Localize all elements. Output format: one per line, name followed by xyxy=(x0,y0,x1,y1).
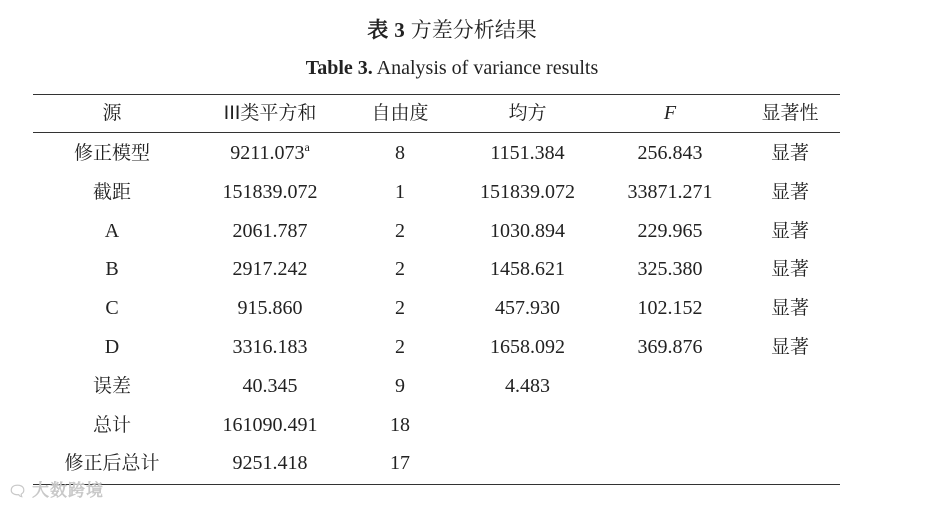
cell-sum-of-squares xyxy=(195,289,345,327)
cell-significance-text: 显著 xyxy=(770,180,809,203)
table-caption-chinese xyxy=(0,14,904,44)
cell-df-text: 2 xyxy=(395,219,405,242)
cell-significance-text: 显著 xyxy=(770,258,809,281)
cell-sum-of-squares-text: 3316.183 xyxy=(232,336,308,358)
cell-sum-of-squares xyxy=(195,212,345,250)
cell-source-text: D xyxy=(104,336,120,358)
table-row xyxy=(0,367,944,405)
cell-mean-square xyxy=(455,173,600,211)
cell-significance-text: 显著 xyxy=(770,297,809,320)
cell-mean-square xyxy=(455,212,600,250)
cell-df xyxy=(355,406,445,444)
cell-significance xyxy=(740,328,840,366)
chat-bubble-icon: 🗨 xyxy=(8,482,29,500)
cell-mean-square xyxy=(455,444,600,482)
cell-significance-text: 显著 xyxy=(770,336,809,358)
cell-sum-of-squares xyxy=(195,250,345,288)
cell-f-value-text: 369.876 xyxy=(637,336,703,358)
cell-source-text: 误差 xyxy=(92,374,131,397)
cell-significance xyxy=(740,134,840,172)
table-header-row xyxy=(0,94,944,132)
cell-sum-of-squares xyxy=(195,134,345,172)
cell-sum-of-squares-text: 9251.418 xyxy=(232,452,308,475)
cell-significance xyxy=(740,250,840,288)
cell-significance xyxy=(740,406,840,444)
cell-df xyxy=(355,328,445,366)
table-row xyxy=(0,328,944,366)
cell-sum-of-squares-text: 161090.491 xyxy=(222,413,318,436)
cell-f-value xyxy=(600,328,740,366)
caption-en-label: Table xyxy=(305,57,353,79)
cell-mean-square xyxy=(455,289,600,327)
cell-mean-square xyxy=(455,406,600,444)
cell-mean-square-text: 4.483 xyxy=(505,374,550,397)
table-row xyxy=(0,406,944,444)
table-caption-english xyxy=(0,57,904,80)
cell-f-value-text: 325.380 xyxy=(637,258,703,281)
cell-df-text: 9 xyxy=(395,374,405,397)
cell-mean-square-text: 1458.621 xyxy=(490,258,565,281)
cell-sum-of-squares xyxy=(195,173,345,211)
cell-sum-of-squares xyxy=(195,328,345,366)
caption-en-number: 3. xyxy=(357,57,373,79)
cell-df xyxy=(355,134,445,172)
cell-mean-square xyxy=(455,134,600,172)
header-degrees-of-freedom: 自由度 xyxy=(371,102,429,124)
table-row xyxy=(0,444,944,482)
cell-mean-square-text: 1151.384 xyxy=(490,142,565,164)
cell-significance-text: 显著 xyxy=(770,219,809,242)
cell-df-text: 17 xyxy=(390,452,410,475)
cell-df-text: 2 xyxy=(395,336,405,358)
table-row xyxy=(0,173,944,211)
cell-sum-of-squares-text: 915.860 xyxy=(237,297,303,320)
cell-f-value xyxy=(600,367,740,405)
cell-df-text: 2 xyxy=(395,258,405,281)
cell-sum-of-squares xyxy=(195,444,345,482)
header-significance: 显著性 xyxy=(761,102,819,124)
cell-source xyxy=(52,328,172,366)
cell-mean-square xyxy=(455,367,600,405)
cell-df xyxy=(355,367,445,405)
cell-mean-square xyxy=(455,250,600,288)
cell-source xyxy=(52,173,172,211)
caption-cn-title: 方差分析结果 xyxy=(410,18,537,42)
cell-sum-of-squares-text: 40.345 xyxy=(242,374,298,397)
cell-f-value xyxy=(600,444,740,482)
cell-mean-square xyxy=(455,328,600,366)
cell-df-text: 8 xyxy=(395,142,405,164)
cell-df xyxy=(355,250,445,288)
cell-mean-square-text: 151839.072 xyxy=(480,180,575,203)
header-f-value: F xyxy=(663,102,677,124)
cell-df xyxy=(355,173,445,211)
cell-significance xyxy=(740,367,840,405)
table-row xyxy=(0,212,944,250)
cell-source xyxy=(52,134,172,172)
cell-source-text: 截距 xyxy=(92,180,131,203)
cell-significance xyxy=(740,289,840,327)
footnote-marker: a xyxy=(304,140,310,154)
cell-sum-of-squares-text: 9211.073 xyxy=(230,142,305,164)
cell-df xyxy=(355,444,445,482)
table-row xyxy=(0,134,944,172)
cell-sum-of-squares xyxy=(195,406,345,444)
cell-df-text: 1 xyxy=(395,180,405,203)
cell-f-value xyxy=(600,406,740,444)
cell-significance xyxy=(740,212,840,250)
cell-df-text: 18 xyxy=(390,413,410,436)
cell-f-value xyxy=(600,289,740,327)
caption-number: 3 xyxy=(394,18,405,42)
cell-f-value-text: 102.152 xyxy=(637,297,703,320)
cell-source-text: 总计 xyxy=(92,413,131,436)
cell-f-value-text: 229.965 xyxy=(637,219,703,242)
cell-source-text: A xyxy=(104,219,120,242)
cell-f-value xyxy=(600,212,740,250)
table-bottom-rule xyxy=(33,484,840,485)
cell-source-text: 修正后总计 xyxy=(64,452,160,475)
cell-source-text: 修正模型 xyxy=(73,142,150,164)
cell-source-text: C xyxy=(105,297,119,320)
cell-significance xyxy=(740,173,840,211)
cell-source xyxy=(52,289,172,327)
cell-mean-square-text: 457.930 xyxy=(495,297,560,320)
cell-sum-of-squares xyxy=(195,367,345,405)
table-row xyxy=(0,289,944,327)
cell-sum-of-squares-text: 2061.787 xyxy=(232,219,308,242)
cell-source xyxy=(52,212,172,250)
cell-f-value xyxy=(600,173,740,211)
cell-f-value xyxy=(600,134,740,172)
cell-significance xyxy=(740,444,840,482)
cell-sum-of-squares-text: 151839.072 xyxy=(222,180,318,203)
caption-en-title: Analysis of variance results xyxy=(376,57,599,79)
cell-f-value-text: 33871.271 xyxy=(627,180,713,203)
watermark-text: 大数跨境 xyxy=(32,481,105,501)
cell-f-value-text: 256.843 xyxy=(637,142,703,164)
table-header-rule xyxy=(33,132,840,133)
cell-source xyxy=(52,367,172,405)
header-type-iii-sum-of-squares: III类平方和 xyxy=(223,102,317,124)
cell-df-text: 2 xyxy=(395,297,405,320)
cell-df xyxy=(355,212,445,250)
header-mean-square: 均方 xyxy=(508,102,547,124)
cell-source-text: B xyxy=(105,258,119,281)
table-row xyxy=(0,250,944,288)
cell-source xyxy=(52,406,172,444)
cell-df xyxy=(355,289,445,327)
caption-cn-label: 表 xyxy=(367,18,389,42)
cell-mean-square-text: 1030.894 xyxy=(490,219,565,242)
cell-mean-square-text: 1658.092 xyxy=(490,336,565,358)
watermark xyxy=(8,476,104,501)
cell-f-value xyxy=(600,250,740,288)
header-source: 源 xyxy=(102,102,122,124)
cell-significance-text: 显著 xyxy=(770,142,809,164)
cell-sum-of-squares-text: 2917.242 xyxy=(232,258,308,281)
cell-source xyxy=(52,250,172,288)
